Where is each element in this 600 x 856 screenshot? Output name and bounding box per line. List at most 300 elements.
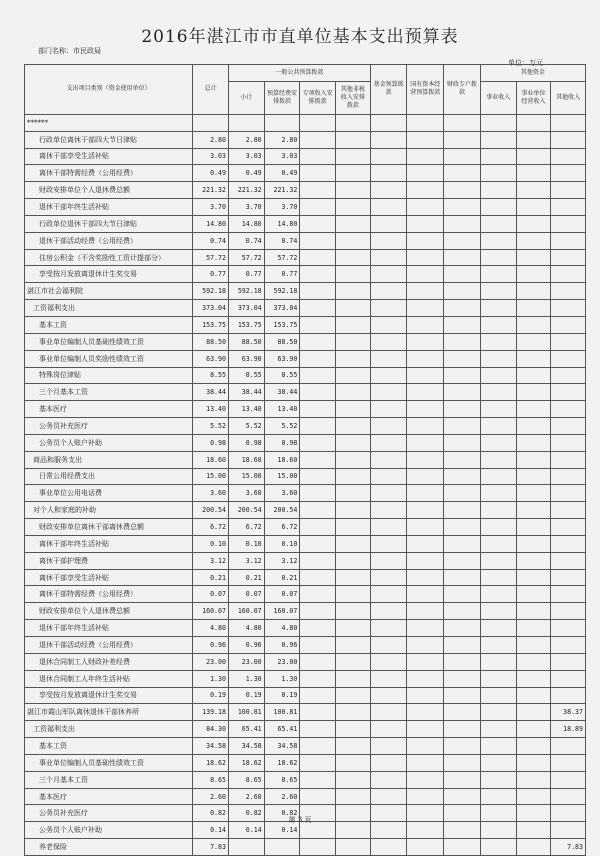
row-name: 湛江市社会福利院 (25, 283, 193, 300)
row-special-income (300, 418, 336, 435)
row-fiscal-special (444, 670, 481, 687)
row-other-nontax (336, 148, 371, 165)
row-other-income (551, 535, 586, 552)
row-subtotal: 373.04 (228, 300, 264, 317)
row-fund-budget (370, 687, 407, 704)
row-business-income (480, 552, 516, 569)
row-name: 财政安排单位个人退休费总额 (25, 182, 193, 199)
row-operating-income (516, 670, 551, 687)
row-special-income (300, 232, 336, 249)
row-other-income (551, 451, 586, 468)
row-other-nontax (336, 771, 371, 788)
row-other-income (551, 283, 586, 300)
row-state-capital (407, 468, 444, 485)
row-subtotal: 8.55 (228, 367, 264, 384)
row-special-income (300, 771, 336, 788)
row-operating-income (516, 148, 551, 165)
row-subtotal: 23.00 (228, 653, 264, 670)
table-row (25, 721, 586, 738)
row-other-nontax (336, 687, 371, 704)
row-name: 公务员补充医疗 (25, 805, 193, 822)
row-fund-budget (370, 738, 407, 755)
row-business-income (480, 569, 516, 586)
page-number: 第 3 页 (288, 816, 312, 824)
row-business-income (480, 215, 516, 232)
row-other-income (551, 131, 586, 148)
row-operating-income (516, 333, 551, 350)
row-budget-allocation: 3.60 (264, 485, 300, 502)
row-fiscal-special (444, 182, 481, 199)
row-budget-allocation: 373.04 (264, 300, 300, 317)
row-other-income (551, 114, 586, 131)
row-fiscal-special (444, 333, 481, 350)
row-total: 592.18 (193, 283, 229, 300)
row-other-nontax (336, 586, 371, 603)
row-budget-allocation: 0.77 (264, 266, 300, 283)
row-budget-allocation: 2.60 (264, 788, 300, 805)
row-state-capital (407, 839, 444, 856)
row-state-capital (407, 401, 444, 418)
row-special-income (300, 687, 336, 704)
row-state-capital (407, 384, 444, 401)
row-state-capital (407, 316, 444, 333)
row-operating-income (516, 704, 551, 721)
row-special-income (300, 131, 336, 148)
row-name: 住房公积金（不含奖励性工资计提部分） (25, 249, 193, 266)
row-budget-allocation: 592.18 (264, 283, 300, 300)
row-other-income (551, 401, 586, 418)
row-fund-budget (370, 704, 407, 721)
row-subtotal: 100.81 (228, 704, 264, 721)
row-name: 日常公用经费支出 (25, 468, 193, 485)
row-name: 离休干部享受生活补贴 (25, 569, 193, 586)
row-state-capital (407, 182, 444, 199)
row-subtotal: 15.00 (228, 468, 264, 485)
row-state-capital (407, 418, 444, 435)
row-special-income (300, 637, 336, 654)
row-business-income (480, 283, 516, 300)
row-fund-budget (370, 300, 407, 317)
row-state-capital (407, 367, 444, 384)
row-fiscal-special (444, 653, 481, 670)
row-other-nontax (336, 384, 371, 401)
table-row (25, 215, 586, 232)
row-business-income (480, 771, 516, 788)
row-fiscal-special (444, 131, 481, 148)
row-fiscal-special (444, 569, 481, 586)
row-fiscal-special (444, 687, 481, 704)
row-name: 公务员个人账户补助 (25, 822, 193, 839)
row-budget-allocation (264, 114, 300, 131)
row-special-income (300, 839, 336, 856)
row-budget-allocation: 23.00 (264, 653, 300, 670)
table-row (25, 350, 586, 367)
row-other-income (551, 771, 586, 788)
row-other-nontax (336, 485, 371, 502)
row-business-income (480, 754, 516, 771)
row-fund-budget (370, 519, 407, 536)
row-fiscal-special (444, 788, 481, 805)
row-business-income (480, 165, 516, 182)
row-name: 离休干部享受生活补贴 (25, 148, 193, 165)
row-fiscal-special (444, 620, 481, 637)
table-row (25, 451, 586, 468)
row-fund-budget (370, 569, 407, 586)
row-budget-allocation: 0.74 (264, 232, 300, 249)
row-fund-budget (370, 754, 407, 771)
table-row (25, 552, 586, 569)
table-row (25, 418, 586, 435)
row-other-nontax (336, 300, 371, 317)
row-special-income (300, 316, 336, 333)
row-other-income (551, 434, 586, 451)
row-operating-income (516, 738, 551, 755)
row-fiscal-special (444, 738, 481, 755)
row-other-nontax (336, 114, 371, 131)
page-title: 2016年湛江市市直单位基本支出预算表 (141, 27, 459, 47)
table-row (25, 754, 586, 771)
row-state-capital (407, 451, 444, 468)
row-budget-allocation: 0.49 (264, 165, 300, 182)
row-other-income (551, 350, 586, 367)
row-operating-income (516, 485, 551, 502)
row-name: 工资福利支出 (25, 300, 193, 317)
row-total: 221.32 (193, 182, 229, 199)
row-state-capital (407, 788, 444, 805)
row-fiscal-special (444, 637, 481, 654)
row-subtotal: 0.14 (228, 822, 264, 839)
row-fund-budget (370, 586, 407, 603)
row-fund-budget (370, 283, 407, 300)
row-operating-income (516, 249, 551, 266)
row-name: 退休干部年终生活补贴 (25, 199, 193, 216)
row-budget-allocation: 15.00 (264, 468, 300, 485)
row-business-income (480, 788, 516, 805)
table-row (25, 283, 586, 300)
row-other-nontax (336, 468, 371, 485)
row-state-capital (407, 249, 444, 266)
row-business-income (480, 131, 516, 148)
row-state-capital (407, 114, 444, 131)
row-operating-income (516, 586, 551, 603)
row-other-income (551, 384, 586, 401)
row-total: 4.80 (193, 620, 229, 637)
row-operating-income (516, 266, 551, 283)
row-special-income (300, 653, 336, 670)
row-other-nontax (336, 131, 371, 148)
row-subtotal: 3.70 (228, 199, 264, 216)
row-other-nontax (336, 350, 371, 367)
header-business-income: 事业收入 (480, 81, 516, 114)
row-special-income (300, 401, 336, 418)
row-subtotal: 6.72 (228, 519, 264, 536)
row-operating-income (516, 519, 551, 536)
row-business-income (480, 384, 516, 401)
row-subtotal: 0.19 (228, 687, 264, 704)
row-fund-budget (370, 384, 407, 401)
row-name: 财政安排单位个人退休费总额 (25, 603, 193, 620)
table-row (25, 535, 586, 552)
row-operating-income (516, 384, 551, 401)
row-other-nontax (336, 519, 371, 536)
row-special-income (300, 165, 336, 182)
row-subtotal: 5.52 (228, 418, 264, 435)
row-other-nontax (336, 249, 371, 266)
row-budget-allocation: 8.55 (264, 367, 300, 384)
row-budget-allocation: 0.10 (264, 535, 300, 552)
row-total: 18.60 (193, 451, 229, 468)
row-fiscal-special (444, 114, 481, 131)
row-operating-income (516, 552, 551, 569)
row-special-income (300, 788, 336, 805)
row-business-income (480, 333, 516, 350)
row-total: 0.49 (193, 165, 229, 182)
row-total: 3.60 (193, 485, 229, 502)
row-name: 基本工资 (25, 738, 193, 755)
row-total: 8.55 (193, 367, 229, 384)
table-row (25, 839, 586, 856)
row-budget-allocation: 0.98 (264, 434, 300, 451)
row-name: 事业单位编制人员基础性绩效工资 (25, 333, 193, 350)
row-other-nontax (336, 502, 371, 519)
row-name: 离休干部特需经费（公用经费） (25, 586, 193, 603)
row-total: 3.70 (193, 199, 229, 216)
row-other-nontax (336, 333, 371, 350)
row-state-capital (407, 485, 444, 502)
row-fund-budget (370, 771, 407, 788)
table-row (25, 333, 586, 350)
row-business-income (480, 839, 516, 856)
row-other-income (551, 569, 586, 586)
row-state-capital (407, 586, 444, 603)
row-other-income (551, 148, 586, 165)
row-other-income (551, 519, 586, 536)
row-other-nontax (336, 451, 371, 468)
row-operating-income (516, 182, 551, 199)
table-row (25, 620, 586, 637)
row-other-nontax (336, 165, 371, 182)
row-budget-allocation: 0.14 (264, 822, 300, 839)
row-operating-income (516, 114, 551, 131)
row-total: 18.62 (193, 754, 229, 771)
row-special-income (300, 148, 336, 165)
row-state-capital (407, 670, 444, 687)
row-special-income (300, 754, 336, 771)
row-business-income (480, 535, 516, 552)
table-row (25, 131, 586, 148)
row-budget-allocation: 200.54 (264, 502, 300, 519)
row-fund-budget (370, 249, 407, 266)
row-fiscal-special (444, 434, 481, 451)
row-other-nontax (336, 603, 371, 620)
row-operating-income (516, 367, 551, 384)
row-subtotal: 3.03 (228, 148, 264, 165)
row-name: 工资福利支出 (25, 721, 193, 738)
row-other-income (551, 468, 586, 485)
row-total: 0.07 (193, 586, 229, 603)
row-fiscal-special (444, 367, 481, 384)
row-name: 养老保险 (25, 839, 193, 856)
row-fiscal-special (444, 839, 481, 856)
row-business-income (480, 232, 516, 249)
row-budget-allocation: 0.07 (264, 586, 300, 603)
row-budget-allocation: 3.12 (264, 552, 300, 569)
row-name: 三个月基本工资 (25, 771, 193, 788)
row-subtotal: 0.74 (228, 232, 264, 249)
row-budget-allocation: 0.96 (264, 637, 300, 654)
row-other-nontax (336, 704, 371, 721)
row-total: 160.07 (193, 603, 229, 620)
row-other-nontax (336, 569, 371, 586)
row-operating-income (516, 721, 551, 738)
row-total: 0.10 (193, 535, 229, 552)
row-fiscal-special (444, 754, 481, 771)
row-state-capital (407, 131, 444, 148)
row-other-nontax (336, 552, 371, 569)
row-total: 88.50 (193, 333, 229, 350)
header-special-income: 专项收入安排拨款 (300, 81, 336, 114)
row-business-income (480, 367, 516, 384)
table-row (25, 502, 586, 519)
row-business-income (480, 620, 516, 637)
row-operating-income (516, 653, 551, 670)
row-special-income (300, 434, 336, 451)
row-subtotal: 0.07 (228, 586, 264, 603)
row-subtotal: 8.65 (228, 771, 264, 788)
row-subtotal: 14.80 (228, 215, 264, 232)
row-fund-budget (370, 350, 407, 367)
row-other-income (551, 502, 586, 519)
row-fiscal-special (444, 552, 481, 569)
row-other-income (551, 249, 586, 266)
row-business-income (480, 266, 516, 283)
row-business-income (480, 434, 516, 451)
table-row (25, 637, 586, 654)
row-subtotal: 3.60 (228, 485, 264, 502)
row-fiscal-special (444, 451, 481, 468)
row-state-capital (407, 215, 444, 232)
header-other-nontax: 其他非税收入安排拨款 (336, 81, 371, 114)
header-other-income: 其他收入 (551, 81, 586, 114)
row-special-income (300, 266, 336, 283)
row-business-income (480, 704, 516, 721)
row-state-capital (407, 165, 444, 182)
row-budget-allocation: 18.62 (264, 754, 300, 771)
row-subtotal: 0.49 (228, 165, 264, 182)
header-state-capital: 国有资本经营预算拨款 (407, 65, 444, 115)
row-total: 23.00 (193, 653, 229, 670)
row-business-income (480, 114, 516, 131)
row-other-income (551, 266, 586, 283)
row-state-capital (407, 653, 444, 670)
header-item-name: 支出项目类别（资金使用单位） (25, 65, 193, 115)
row-total: 373.04 (193, 300, 229, 317)
row-budget-allocation: 18.60 (264, 451, 300, 468)
row-special-income (300, 620, 336, 637)
row-budget-allocation: 4.80 (264, 620, 300, 637)
row-operating-income (516, 687, 551, 704)
row-subtotal: 2.60 (228, 788, 264, 805)
row-total: 57.72 (193, 249, 229, 266)
row-fund-budget (370, 620, 407, 637)
row-name: 离休干部护理费 (25, 552, 193, 569)
row-operating-income (516, 434, 551, 451)
row-other-nontax (336, 620, 371, 637)
table-row (25, 316, 586, 333)
row-operating-income (516, 215, 551, 232)
row-fiscal-special (444, 485, 481, 502)
row-subtotal: 0.98 (228, 434, 264, 451)
row-business-income (480, 451, 516, 468)
row-name: 行政单位退休干部四大节日津贴 (25, 215, 193, 232)
row-budget-allocation: 160.07 (264, 603, 300, 620)
row-operating-income (516, 283, 551, 300)
row-state-capital (407, 552, 444, 569)
row-operating-income (516, 350, 551, 367)
row-other-income: 7.83 (551, 839, 586, 856)
row-budget-allocation: 1.30 (264, 670, 300, 687)
row-name: 离休干部特需经费（公用经费） (25, 165, 193, 182)
row-fiscal-special (444, 249, 481, 266)
row-state-capital (407, 721, 444, 738)
row-other-nontax (336, 215, 371, 232)
row-total: 14.80 (193, 215, 229, 232)
row-fiscal-special (444, 704, 481, 721)
row-fiscal-special (444, 215, 481, 232)
row-subtotal: 4.80 (228, 620, 264, 637)
row-subtotal: 38.44 (228, 384, 264, 401)
row-fund-budget (370, 788, 407, 805)
row-budget-allocation: 100.81 (264, 704, 300, 721)
table-row (25, 165, 586, 182)
table-row (25, 232, 586, 249)
row-name: 退休合同制工人年终生活补贴 (25, 670, 193, 687)
row-operating-income (516, 316, 551, 333)
table-row (25, 249, 586, 266)
row-budget-allocation: 65.41 (264, 721, 300, 738)
row-fund-budget (370, 451, 407, 468)
row-state-capital (407, 300, 444, 317)
table-row (25, 519, 586, 536)
row-special-income (300, 300, 336, 317)
row-fund-budget (370, 114, 407, 131)
row-budget-allocation: 88.50 (264, 333, 300, 350)
row-operating-income (516, 199, 551, 216)
row-fiscal-special (444, 165, 481, 182)
row-budget-allocation: 153.75 (264, 316, 300, 333)
row-fund-budget (370, 603, 407, 620)
row-total: 0.77 (193, 266, 229, 283)
row-total: 0.74 (193, 232, 229, 249)
header-fund-budget: 基金预算拨款 (370, 65, 407, 115)
row-other-nontax (336, 535, 371, 552)
department-name: 部门名称：市民政局 (38, 47, 101, 55)
row-other-nontax (336, 232, 371, 249)
row-operating-income (516, 451, 551, 468)
row-fiscal-special (444, 771, 481, 788)
row-other-nontax (336, 637, 371, 654)
row-budget-allocation: 14.80 (264, 215, 300, 232)
row-state-capital (407, 603, 444, 620)
row-other-income (551, 738, 586, 755)
row-budget-allocation: 3.70 (264, 199, 300, 216)
row-business-income (480, 468, 516, 485)
table-row (25, 266, 586, 283)
row-total: 0.96 (193, 637, 229, 654)
row-fiscal-special (444, 535, 481, 552)
row-operating-income (516, 232, 551, 249)
row-total: 2.80 (193, 131, 229, 148)
